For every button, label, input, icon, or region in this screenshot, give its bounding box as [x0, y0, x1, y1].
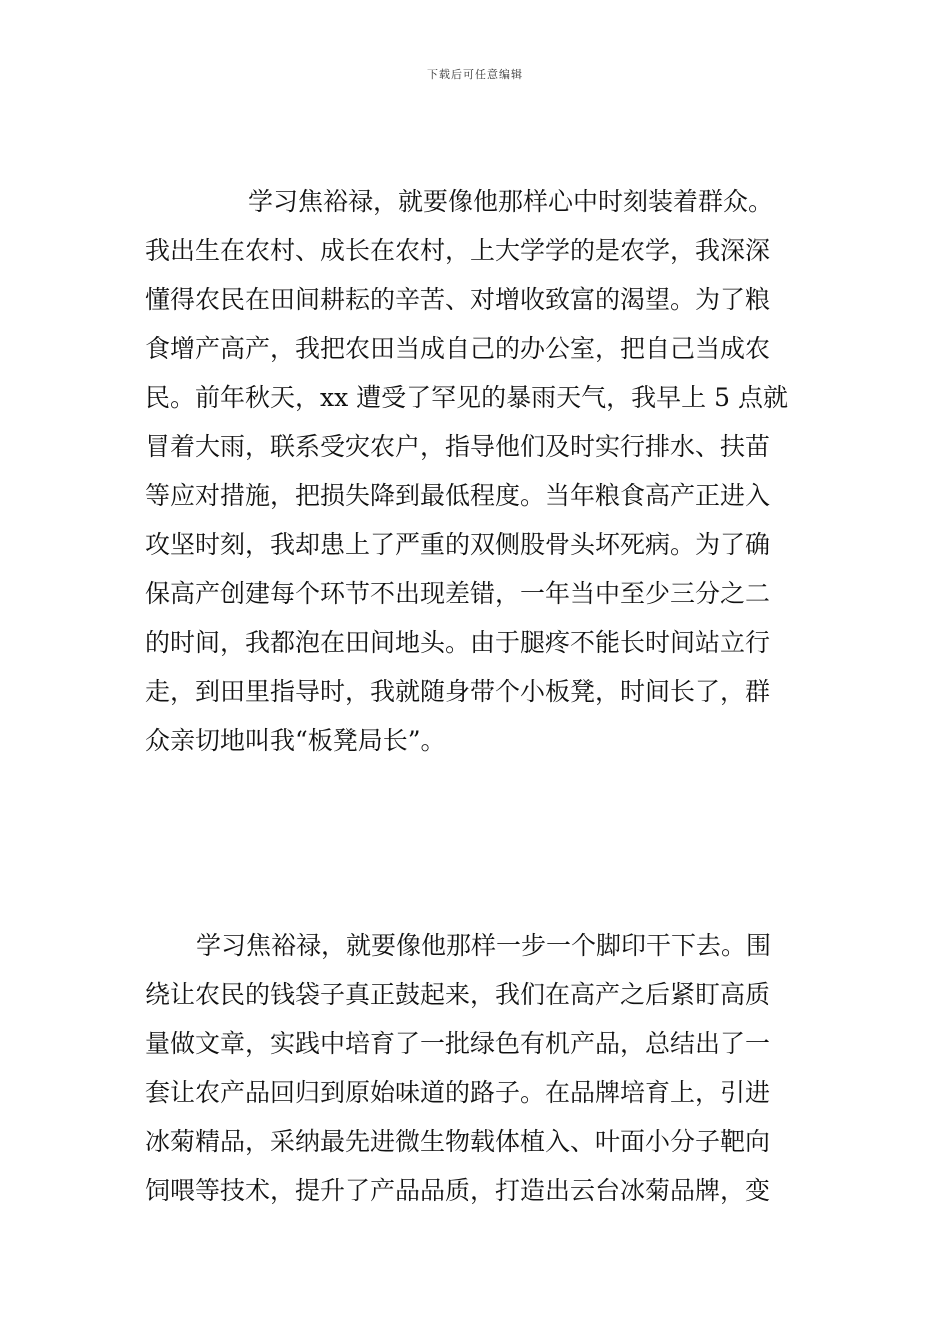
text-line: 食增产高产，我把农田当成自己的办公室，把自己当成农: [145, 334, 771, 363]
text-line: 绕让农民的钱袋子真正鼓起来，我们在高产之后紧盯高质: [145, 980, 771, 1009]
page-header: 下载后可任意编辑: [427, 68, 523, 81]
text-line: 套让农产品回归到原始味道的路子。在品牌培育上，引进: [145, 1078, 771, 1107]
text-line: 学习焦裕禄，就要像他那样心中时刻装着群众。: [248, 187, 774, 216]
text-line: 冒着大雨，联系受灾农户，指导他们及时实行排水、扶苗: [145, 432, 771, 461]
paragraph-1: [145, 177, 825, 765]
text-line: 等应对措施，把损失降到最低程度。当年粮食高产正进入: [145, 481, 771, 510]
text-line: 的时间，我都泡在田间地头。由于腿疼不能长时间站立行: [145, 628, 771, 657]
paragraph-2: [145, 921, 825, 1215]
text-line: 民。前年秋天，xx 遭受了罕见的暴雨天气，我早上 5 点就: [145, 383, 788, 412]
text-line: 走，到田里指导时，我就随身带个小板凳，时间长了，群: [145, 677, 771, 706]
text-line: 饲喂等技术，提升了产品品质，打造出云台冰菊品牌，变: [145, 1176, 771, 1205]
text-line: 懂得农民在田间耕耘的辛苦、对增收致富的渴望。为了粮: [145, 285, 771, 314]
text-line: 冰菊精品，采纳最先进微生物载体植入、叶面小分子靶向: [145, 1127, 771, 1156]
text-line: 量做文章，实践中培育了一批绿色有机产品，总结出了一: [145, 1029, 771, 1058]
text-line: 攻坚时刻，我却患上了严重的双侧股骨头坏死病。为了确: [145, 530, 771, 559]
text-line: 我出生在农村、成长在农村，上大学学的是农学，我深深: [145, 236, 771, 265]
text-line: 众亲切地叫我“板凳局长”。: [145, 726, 446, 755]
text-line: 学习焦裕禄，就要像他那样一步一个脚印干下去。围: [196, 931, 772, 960]
text-line: 保高产创建每个环节不出现差错，一年当中至少三分之二: [145, 579, 771, 608]
